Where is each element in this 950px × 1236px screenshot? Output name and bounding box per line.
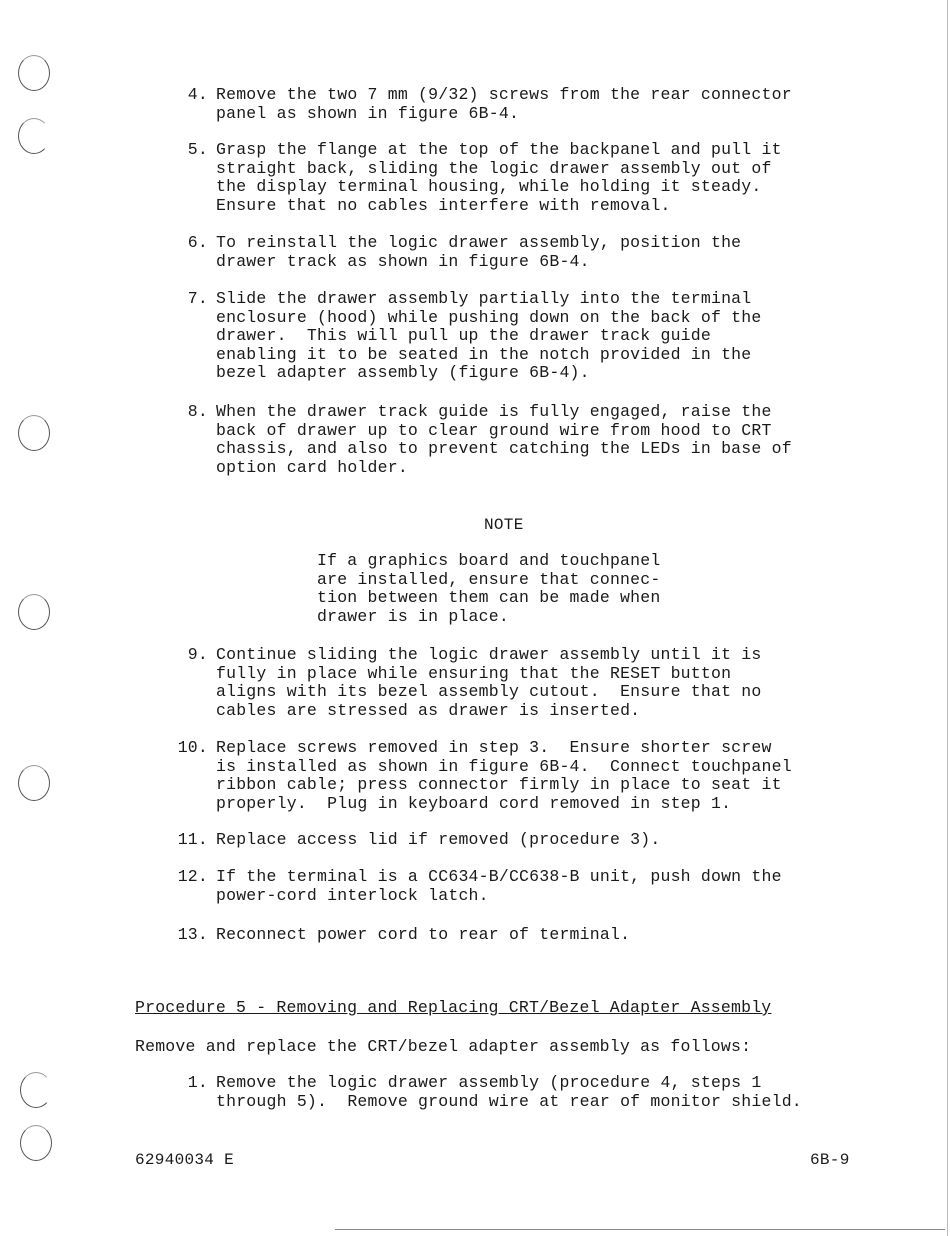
step-text: Remove the two 7 mm (9/32) screws from the rear connector panel as shown in figure 6B-4. [216,85,792,123]
binder-hole-icon [18,118,50,154]
document-number: 62940034 E [135,1151,235,1169]
step-text: Replace access lid if removed (procedure 3). [216,830,661,849]
step-number: 10. [177,738,208,757]
step-number: 7. [187,289,208,308]
step-text: Replace screws removed in step 3. Ensure shorter screw is installed as shown in figure 6B-4. Connect touchpanel ribbon cable; press connector firmly in place to seat it properly. Plug in keyboard cord removed in step 1. [216,738,792,813]
procedure-intro: Remove and replace the CRT/bezel adapter assembly as follows: [135,1037,752,1056]
step-text: Grasp the flange at the top of the backpanel and pull it straight back, sliding the logic drawer assembly out of the display terminal housing, while holding it steady. Ensure that no cables interfere with removal. [216,140,782,215]
step-text: When the drawer track guide is fully engaged, raise the back of drawer up to clear ground wire from hood to CRT chassis, and also to prevent catching the LEDs in base of option card holder. [216,402,792,477]
step-text: Continue sliding the logic drawer assembly until it is fully in place while ensuring that the RESET button aligns with its bezel assembly cutout. Ensure that no cables are stressed as drawer is inserted. [216,645,762,720]
page-number: 6B-9 [810,1151,850,1169]
step-number: 1. [187,1073,208,1092]
step-text: Reconnect power cord to rear of terminal. [216,925,631,944]
step-number: 9. [187,645,208,664]
step-number: 12. [177,867,208,886]
binder-hole-icon [18,55,50,91]
step-text: Slide the drawer assembly partially into the terminal enclosure (hood) while pushing down on the back of the drawer. This will pull up the drawer track guide enabling it to be seated in the notch provided in the bezel adapter assembly (figure 6B-4). [216,289,762,382]
note-title: NOTE [484,516,524,534]
step-text: To reinstall the logic drawer assembly, position the drawer track as shown in figure 6B-4. [216,233,742,271]
binder-hole-icon [20,1125,52,1161]
binder-hole-icon [18,594,50,630]
binder-hole-icon [18,415,50,451]
step-number: 11. [177,830,208,849]
step-text: Remove the logic drawer assembly (procedure 4, steps 1 through 5). Remove ground wire at rear of monitor shield. [216,1073,802,1111]
step-number: 5. [187,140,208,159]
procedure-heading: Procedure 5 - Removing and Replacing CRT/Bezel Adapter Assembly [135,998,772,1017]
page-edge-line [947,0,948,1236]
binder-hole-icon [18,765,50,801]
step-number: 8. [187,402,208,421]
step-text: If the terminal is a CC634-B/CC638-B unit, push down the power-cord interlock latch. [216,867,782,905]
step-number: 4. [187,85,208,104]
step-number: 13. [177,925,208,944]
step-number: 6. [187,233,208,252]
page-bottom-line [335,1229,945,1230]
binder-hole-icon [20,1072,52,1108]
note-body: If a graphics board and touchpanel are installed, ensure that connec- tion between them can be made when drawer is in place. [317,551,661,626]
